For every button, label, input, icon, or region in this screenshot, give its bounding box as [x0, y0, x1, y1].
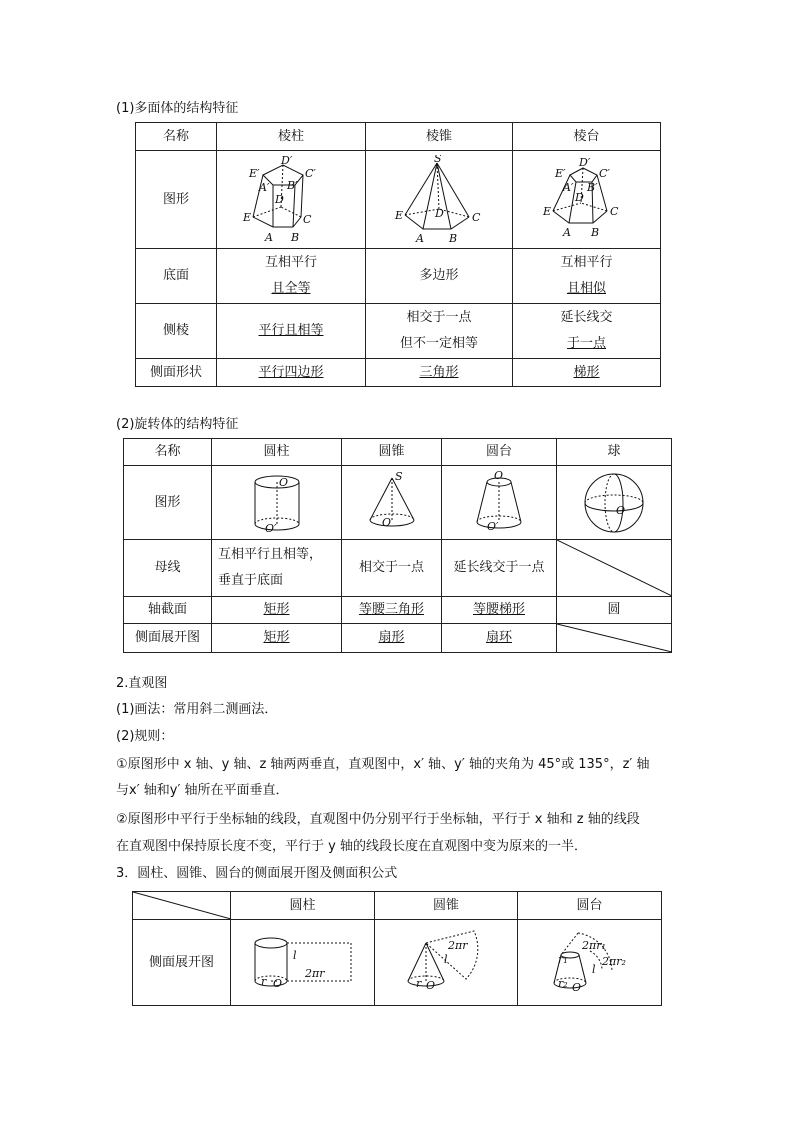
paragraph-rule1-line1: ①原图形中 x 轴、y 轴、z 轴两两垂直，直观图中，x′ 轴、y′ 轴的夹角为 45°或 135°，z′ 轴: [116, 757, 650, 772]
diagonal-slash: [133, 892, 231, 919]
label-O: O: [278, 475, 288, 489]
row-label-base: 底面: [136, 249, 217, 304]
label-E: E: [395, 208, 404, 222]
table-row: [136, 151, 661, 249]
label-D: D: [574, 190, 584, 204]
section-title-lateral-area: 3．圆柱、圆锥、圆台的侧面展开图及侧面积公式: [116, 866, 398, 881]
row-label-lateral-edge: 侧棱: [136, 304, 217, 359]
section-title-intuitive-drawing: 2.直观图: [116, 676, 168, 691]
frustum-lateral-text: 扇环: [485, 630, 512, 645]
label-B-prime: B′: [287, 178, 298, 192]
header-cone: 圆锥: [342, 439, 442, 466]
sphere-lateral-cell: [557, 624, 672, 653]
label-O: O: [616, 503, 626, 517]
label-l: l: [444, 952, 448, 966]
label-B: B: [590, 225, 599, 239]
label-O: O: [571, 980, 581, 994]
table-row: [124, 466, 672, 540]
pyramid-figure-cell: [366, 151, 513, 249]
sphere-axial-cell: [557, 597, 672, 624]
row-label-generatrix: 母线: [124, 540, 212, 597]
cone-net-figure: [386, 925, 506, 1001]
prism-edge-text: 平行且相等: [258, 323, 324, 338]
label-C: C: [472, 210, 481, 224]
label-D: D: [275, 192, 284, 206]
label-l: l: [591, 962, 596, 976]
header-frustum: 棱台: [513, 123, 661, 151]
paragraph-rule2-line1: ②原图形中平行于坐标轴的线段，直观图中仍分别平行于坐标轴，平行于 x 轴和 z 轴的线段: [116, 812, 640, 827]
sphere-axial-text: 圆: [607, 602, 621, 617]
paragraph-rules-label: (2)规则：: [116, 729, 174, 744]
cylinder-axial-cell: [212, 597, 342, 624]
label-E-prime: E′: [554, 166, 566, 180]
cone-generatrix-text: 相交于一点: [358, 560, 424, 575]
drawing-method-text: (1)画法：常用斜二测画法．: [116, 702, 278, 717]
header-name: 名称: [124, 439, 212, 466]
label-D: D: [435, 206, 444, 220]
lateral-net-table: [132, 891, 662, 1006]
prism-face-text: 平行四边形: [258, 364, 324, 380]
cylinder-figure: [237, 470, 317, 536]
pyramid-figure: [389, 155, 489, 245]
table-row: [124, 597, 672, 624]
cylinder-figure-cell: [212, 466, 342, 540]
label-A-prime: A′: [562, 180, 573, 194]
row-label-figure: 图形: [136, 151, 217, 249]
cylinder-net-figure: [243, 925, 363, 1001]
cylinder-lateral-cell: [212, 624, 342, 653]
revolution-table: [123, 438, 672, 653]
label-S: S: [394, 469, 403, 483]
label-l: l: [292, 948, 297, 962]
label-A: A: [562, 225, 571, 239]
prism-base-line1: 互相平行: [264, 255, 317, 270]
header-pyramid: 棱锥: [366, 123, 513, 151]
table-row: [124, 439, 672, 466]
header-cylinder: 圆柱: [212, 439, 342, 466]
label-C-prime: C′: [598, 166, 610, 180]
row-label-lateral-net: 侧面展开图: [124, 624, 212, 653]
table-row: [133, 920, 662, 1006]
label-r: r: [416, 976, 422, 990]
pyramid-face-cell: [366, 359, 513, 387]
cone-axial-cell: [342, 597, 442, 624]
frustum-base-line2: 且相似: [566, 281, 606, 296]
diagonal-slash: [557, 624, 672, 652]
frustum-net-cell: [518, 920, 662, 1006]
label-B: B: [449, 231, 458, 245]
table-row: [136, 304, 661, 359]
label-S: S: [434, 154, 442, 165]
frustum-edge-line2: 于一点: [566, 336, 606, 351]
label-B-prime: B′: [586, 180, 598, 194]
row-label-lateral-net: 侧面展开图: [133, 920, 231, 1006]
label-O: O: [272, 976, 282, 990]
prism-figure: [241, 155, 341, 245]
frustum-axial-cell: [442, 597, 557, 624]
label-D-prime: D′: [281, 154, 293, 167]
header-cone: 圆锥: [375, 892, 518, 920]
frustum-base-cell: [513, 249, 661, 304]
pyramid-base-cell: 多边形: [366, 249, 513, 304]
cone-axial-text: 等腰三角形: [358, 602, 424, 617]
label-E-prime: E′: [249, 166, 260, 180]
prism-base-cell: [217, 249, 366, 304]
section-heading-solids-of-revolution: (2)旋转体的结构特征: [116, 417, 239, 432]
label-E: E: [542, 204, 551, 218]
frustum-figure-cell: [513, 151, 661, 249]
label-A: A: [416, 231, 424, 245]
frustum-generatrix-cell: [442, 540, 557, 597]
pyramid-edge-line2: 但不一定相等: [399, 336, 478, 351]
header-frustum: 圆台: [442, 439, 557, 466]
paragraph-drawing-method: [116, 698, 277, 722]
frustum-face-cell: [513, 359, 661, 387]
diagonal-slash: [557, 540, 672, 596]
cylinder-axial-text: 矩形: [263, 602, 290, 617]
label-2pi-r2: 2πr₂: [601, 954, 626, 968]
frustum-face-text: 梯形: [573, 364, 600, 380]
frustum-figure: [537, 155, 637, 245]
frustum-net-figure: [530, 925, 650, 1001]
paragraph-rule2-line2: 在直观图中保持原长度不变，平行于 y 轴的线段长度在直观图中变为原来的一半．: [116, 839, 587, 854]
label-A: A: [265, 230, 273, 244]
prism-figure-cell: [217, 151, 366, 249]
cone-figure-cell: [342, 466, 442, 540]
label-O-prime: O′: [264, 521, 277, 535]
table-row: [136, 123, 661, 151]
cylinder-net-cell: [231, 920, 375, 1006]
label-D-prime: D′: [578, 155, 590, 169]
frustum-edge-line1: 延长线交: [560, 310, 613, 325]
frustum-generatrix-text: 延长线交于一点: [453, 560, 545, 575]
label-C: C: [609, 204, 618, 218]
label-2pi-r: 2πr: [448, 938, 468, 952]
frustum-lateral-cell: [442, 624, 557, 653]
header-sphere: 球: [557, 439, 672, 466]
table-row: [136, 359, 661, 387]
row-label-axial-section: 轴截面: [124, 597, 212, 624]
sphere-figure-cell: [557, 466, 672, 540]
header-name: 名称: [136, 123, 217, 151]
label-O: O: [426, 978, 436, 992]
polyhedra-table: [135, 122, 661, 387]
table-row: [133, 892, 662, 920]
label-O: O: [381, 515, 391, 529]
label-B: B: [291, 230, 300, 244]
prism-edge-cell: [217, 304, 366, 359]
sphere-generatrix-cell: [557, 540, 672, 597]
corner-slash-cell: [133, 892, 231, 920]
label-O-prime: O′: [487, 519, 499, 533]
row-label-face-shape: 侧面形状: [136, 359, 217, 387]
label-2pi-r1: 2πr₁: [581, 938, 606, 952]
table-row: [124, 624, 672, 653]
header-prism: 棱柱: [217, 123, 366, 151]
section-heading-polyhedra: (1)多面体的结构特征: [116, 101, 239, 116]
header-cylinder: 圆柱: [231, 892, 375, 920]
prism-face-cell: [217, 359, 366, 387]
cone-lateral-cell: [342, 624, 442, 653]
label-E: E: [243, 210, 252, 224]
cylinder-generatrix-cell: [212, 540, 342, 597]
cone-lateral-text: 扇形: [378, 630, 405, 645]
label-r: r: [260, 974, 266, 988]
label-2pi-r: 2πr: [304, 966, 324, 980]
row-label-figure: 图形: [124, 466, 212, 540]
cylinder-generatrix-line1: 互相平行且相等，: [218, 547, 323, 562]
prism-base-line2: 且全等: [271, 281, 311, 296]
header-frustum: 圆台: [518, 892, 662, 920]
frustum-base-line1: 互相平行: [560, 255, 613, 270]
cone-net-cell: [375, 920, 518, 1006]
cylinder-generatrix-line2: 垂直于底面: [218, 573, 284, 588]
frustum-axial-text: 等腰梯形: [472, 602, 525, 617]
paragraph-rule1-line2: 与x′ 轴和y′ 轴所在平面垂直．: [116, 783, 289, 798]
label-O: O: [494, 469, 504, 482]
table-row: [124, 540, 672, 597]
table-row: [136, 249, 661, 304]
pyramid-face-text: 三角形: [419, 364, 459, 380]
pyramid-edge-line1: 相交于一点: [406, 310, 472, 325]
label-C: C: [303, 212, 312, 226]
frustum-figure: [459, 470, 539, 536]
label-r1: r₁: [557, 952, 568, 966]
label-C-prime: C′: [305, 166, 316, 180]
cylinder-lateral-text: 矩形: [263, 630, 290, 645]
label-A-prime: A′: [259, 180, 270, 194]
frustum-figure-cell: [442, 466, 557, 540]
pyramid-edge-cell: [366, 304, 513, 359]
cone-figure: [352, 470, 432, 536]
label-r2: r₂: [557, 976, 568, 990]
cone-generatrix-cell: [342, 540, 442, 597]
sphere-figure: [574, 470, 654, 536]
frustum-edge-cell: [513, 304, 661, 359]
